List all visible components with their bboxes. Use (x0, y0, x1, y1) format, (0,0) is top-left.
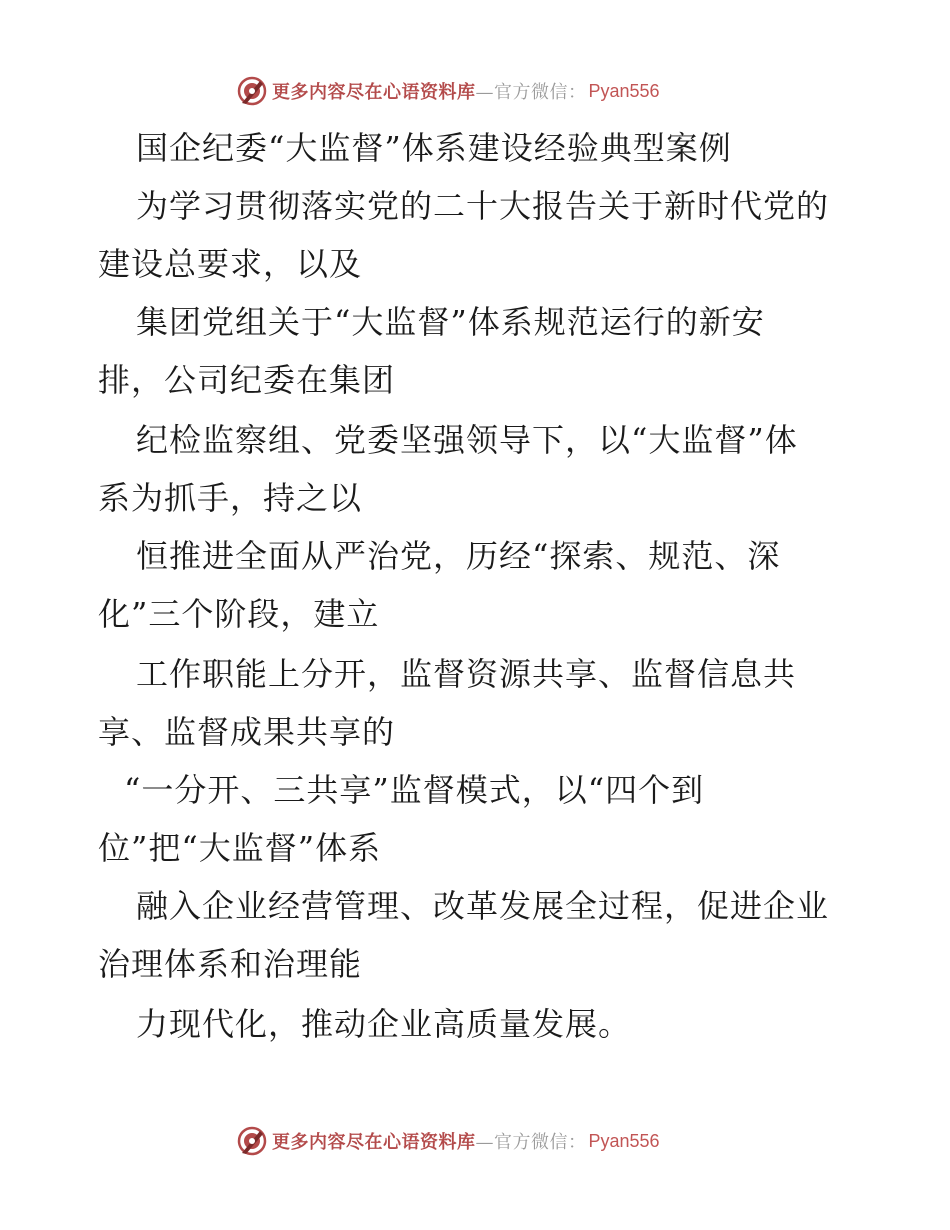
paragraph-line: 恒推进全面从严治党，历经“探索、规范、深 (136, 537, 781, 575)
paragraph-line: 为学习贯彻落实党的二十大报告关于新时代党的 (136, 187, 830, 225)
paragraph-line: 位”把“大监督”体系 (98, 829, 382, 867)
paragraph-line: 纪检监察组、党委坚强领导下，以“大监督”体 (136, 421, 798, 459)
watermark-separator: —官方微信： (475, 1132, 587, 1153)
watermark-wechat-id: Pyan556 (588, 1130, 660, 1151)
paragraph-line: 集团党组关于“大监督”体系规范运行的新安 (136, 303, 765, 341)
header-watermark (236, 74, 660, 108)
paragraph-line: “一分开、三共享”监督模式，以“四个到 (124, 771, 705, 809)
quill-seal-icon (236, 1125, 268, 1157)
paragraph-line: 系为抓手，持之以 (98, 479, 363, 517)
footer-watermark (236, 1124, 660, 1158)
paragraph-line: 排，公司纪委在集团 (98, 361, 396, 399)
watermark-separator: —官方微信： (475, 82, 587, 103)
paragraph-line: 享、监督成果共享的 (98, 713, 396, 751)
watermark-brand: 更多内容尽在心语资料库 (272, 1132, 476, 1153)
paragraph-line: 建设总要求，以及 (98, 245, 363, 283)
paragraph-line: 化”三个阶段，建立 (98, 595, 380, 633)
paragraph-line: 工作职能上分开，监督资源共享、监督信息共 (136, 655, 797, 693)
quill-seal-icon (236, 75, 268, 107)
document-title: 国企纪委“大监督”体系建设经验典型案例 (136, 129, 732, 167)
paragraph-line: 治理体系和治理能 (98, 945, 363, 983)
watermark-wechat-id: Pyan556 (588, 80, 660, 101)
watermark-brand: 更多内容尽在心语资料库 (272, 82, 476, 103)
paragraph-line: 力现代化，推动企业高质量发展。 (136, 1005, 632, 1043)
paragraph-line: 融入企业经营管理、改革发展全过程，促进企业 (136, 887, 830, 925)
